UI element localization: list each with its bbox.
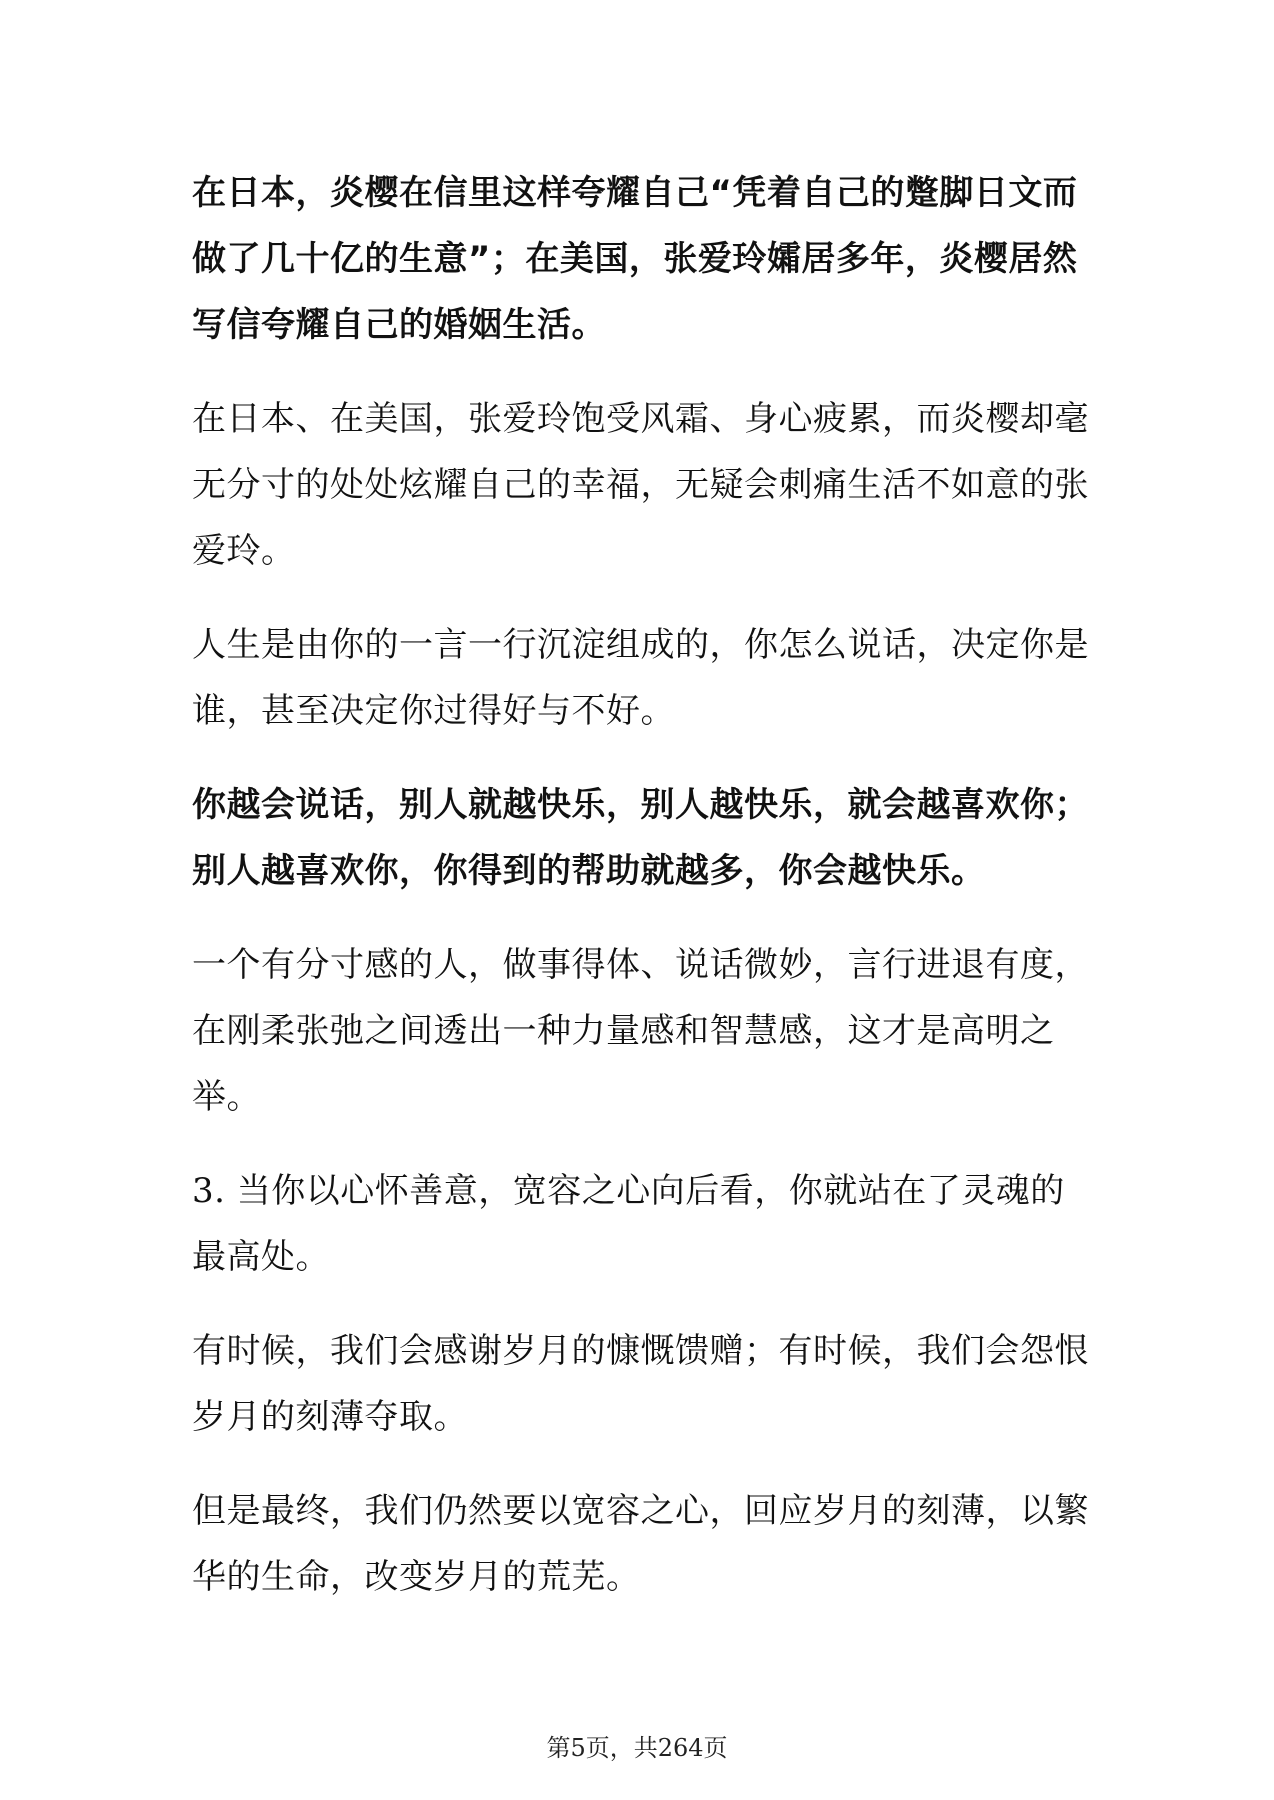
paragraph-5: 一个有分寸感的人，做事得体、说话微妙，言行进退有度，在刚柔张弛之间透出一种力量感和智慧感，这才是高明之举。 [192,945,1089,1117]
paragraph-1: 在日本，炎樱在信里这样夸耀自己“凭着自己的蹩脚日文而做了几十亿的生意”；在美国，张爱玲孀居多年，炎樱居然写信夸耀自己的婚姻生活。 [192,173,1078,345]
paragraph-8: 但是最终，我们仍然要以宽容之心，回应岁月的刻薄，以繁华的生命，改变岁月的荒芜。 [192,1491,1089,1597]
paragraph-4: 你越会说话，别人就越快乐，别人越快乐，就会越喜欢你；别人越喜欢你，你得到的帮助就越多，你会越快乐。 [192,785,1089,891]
paragraph-7: 有时候，我们会感谢岁月的慷慨馈赠；有时候，我们会怨恨岁月的刻薄夺取。 [192,1331,1089,1437]
document-body [192,160,1092,1610]
page-number-footer: 第5页，共264页 [546,1734,728,1762]
paragraph-6-text: 当你以心怀善意，宽容之心向后看，你就站在了灵魂的最高处。 [192,1171,1065,1277]
paragraph-6 [192,1158,1092,1290]
paragraph-3: 人生是由你的一言一行沉淀组成的，你怎么说话，决定你是谁，甚至决定你过得好与不好。 [192,625,1089,731]
section-number: 3. [192,1171,226,1211]
paragraph-2: 在日本、在美国，张爱玲饱受风霜、身心疲累，而炎樱却毫无分寸的处处炫耀自己的幸福，无疑会刺痛生活不如意的张爱玲。 [192,399,1089,571]
